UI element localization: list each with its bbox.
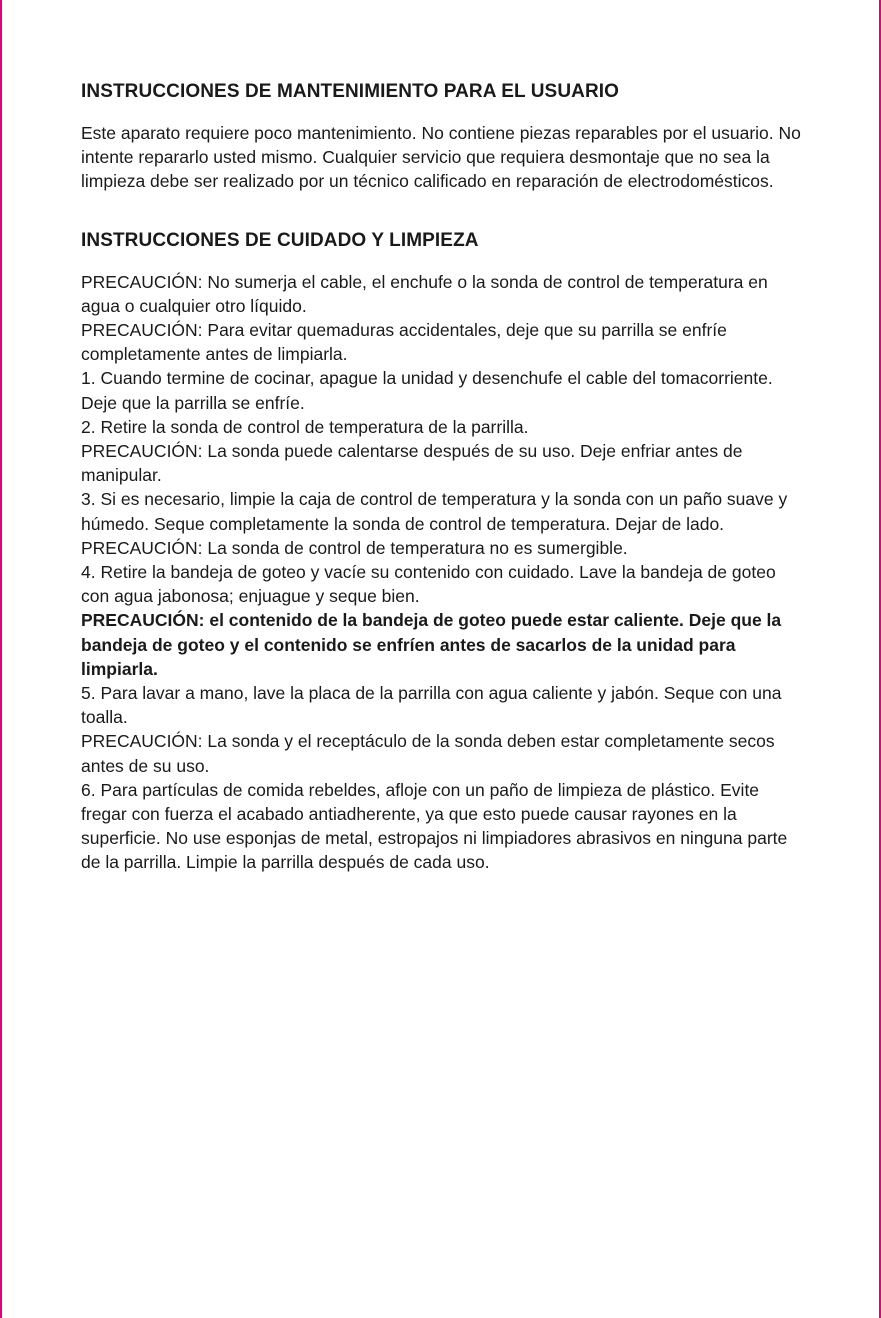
care-paragraph: 1. Cuando termine de cocinar, apague la unidad y desenchufe el cable del tomacorriente. Deje que la parrilla se enfríe. [81,368,773,413]
left-page-edge [0,0,2,1318]
maintenance-paragraph: Este aparato requiere poco mantenimiento. No contiene piezas reparables por el usuario. No intente repararlo usted mismo. Cualquier servicio que requiera desmontaje que no sea la limpieza debe ser realizado por un técnico calificado en reparación de electrodomésticos. [81,123,801,192]
care-paragraph: PRECAUCIÓN: La sonda puede calentarse después de su uso. Deje enfriar antes de manipular. [81,441,743,486]
care-warning-bold: PRECAUCIÓN: el contenido de la bandeja de goteo puede estar caliente. Deje que la bandeja de goteo y el contenido se enfríen antes de sacarlos de la unidad para limpiarla. [81,610,782,679]
care-paragraph: 3. Si es necesario, limpie la caja de control de temperatura y la sonda con un paño suave y húmedo. Seque completamente la sonda de control de temperatura. Dejar de lado. [81,489,788,534]
care-paragraph: PRECAUCIÓN: No sumerja el cable, el enchufe o la sonda de control de temperatura en agua o cualquier otro líquido. [81,271,768,316]
care-paragraph: PRECAUCIÓN: La sonda de control de temperatura no es sumergible. [81,537,628,558]
care-paragraph: 5. Para lavar a mano, lave la placa de la parrilla con agua caliente y jabón. Seque con una toalla. [81,683,782,728]
care-paragraph: PRECAUCIÓN: La sonda y el receptáculo de la sonda deben estar completamente secos antes de su uso. [81,731,775,776]
document-content [81,78,801,875]
maintenance-heading: INSTRUCCIONES DE MANTENIMIENTO PARA EL USUARIO [81,81,620,102]
care-instructions [81,270,801,875]
care-paragraph: 4. Retire la bandeja de goteo y vacíe su contenido con cuidado. Lave la bandeja de goteo con agua jabonosa; enjuague y seque bien. [81,562,776,607]
care-paragraph: PRECAUCIÓN: Para evitar quemaduras accidentales, deje que su parrilla se enfríe completamente antes de limpiarla. [81,320,727,365]
care-heading: INSTRUCCIONES DE CUIDADO Y LIMPIEZA [81,229,479,251]
care-paragraph: 6. Para partículas de comida rebeldes, afloje con un paño de limpieza de plástico. Evite fregar con fuerza el acabado antiadherente, ya que esto puede causar rayones en la superficie. No use esponjas de metal, estropajos ni limpiadores abrasivos en ninguna parte de la parrilla. Limpie la parrilla después de cada uso. [81,779,788,873]
care-paragraph: 2. Retire la sonda de control de temperatura de la parrilla. [81,416,529,437]
